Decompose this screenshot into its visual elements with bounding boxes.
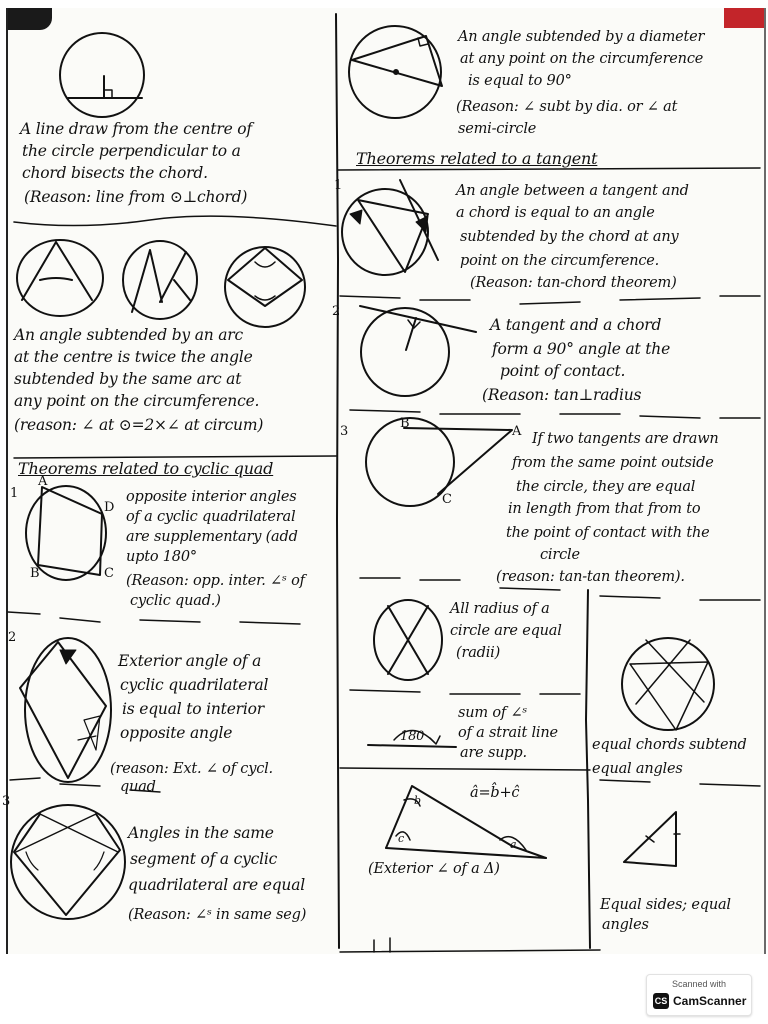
chord-bisect-reason: (Reason: line from ⊙⊥chord) (24, 188, 248, 206)
exterior-formula: â=b̂+ĉ (470, 785, 520, 801)
cyclic-2-line-4: opposite angle (120, 724, 233, 742)
cyclic-1-line-1: opposite interior angles (126, 489, 297, 505)
arc-centre-line-4: any point on the circumference. (14, 392, 260, 410)
arc-centre-reason: (reason: ∠ at ⊙=2×∠ at circum) (14, 416, 264, 434)
tangent-3-line-3: the circle, they are equal (516, 479, 696, 495)
tangent-1-line-2: a chord is equal to an angle (456, 205, 655, 221)
vertex-a: A (38, 474, 48, 489)
cyclic-1-line-3: are supplementary (add (126, 529, 298, 545)
equal-chords-line-2: equal angles (592, 761, 683, 777)
cyclic-1-reason-2: cyclic quad.) (130, 593, 221, 609)
column-divider (336, 14, 339, 948)
arc-centre-diagram-1 (17, 240, 103, 316)
chord-bisect-line-2: the circle perpendicular to a (22, 142, 241, 160)
cyclic-3-line-2: segment of a cyclic (130, 850, 278, 868)
tangent-1-reason: (Reason: tan-chord theorem) (470, 275, 677, 291)
exterior-angle-c: c (398, 832, 404, 845)
right-subdivider (586, 590, 590, 948)
tangent-3-line-4: in length from that from to (508, 501, 701, 517)
separator-left-3 (8, 612, 300, 624)
cyclic-1-line-4: upto 180° (126, 549, 197, 565)
diameter-reason-2: semi-circle (458, 121, 537, 137)
straight-line-text-2: of a strait line (458, 725, 558, 741)
cyclic-3-line-1: Angles in the same (128, 824, 274, 842)
equal-sides-line-2: angles (602, 917, 649, 933)
diameter-reason-1: (Reason: ∠ subt by dia. or ∠ at (456, 99, 678, 115)
radius-line-1: All radius of a (450, 601, 550, 617)
tangent-3-line-1: If two tangents are drawn (532, 431, 719, 447)
tangent-heading: Theorems related to a tangent (356, 149, 598, 168)
cyclic-2-line-3: is equal to interior (122, 700, 264, 718)
chord-bisect-line-1: A line draw from the centre of (20, 120, 252, 138)
camscanner-name: CamScanner (673, 994, 747, 1008)
arc-centre-diagram-3 (225, 247, 305, 327)
separator-right-5 (350, 690, 580, 694)
point-a: A (512, 424, 522, 439)
straight-line-180-label: 180 (400, 729, 425, 744)
two-tangents-diagram (366, 418, 512, 506)
camscanner-logo-icon: CS (653, 993, 669, 1009)
tangent-2-line-1: A tangent and a chord (490, 316, 662, 334)
exterior-angle-b: b (414, 794, 421, 807)
chord-bisect-line-3: chord bisects the chord. (22, 164, 208, 182)
arc-centre-line-1: An angle subtended by an arc (14, 326, 243, 344)
point-b: B (400, 416, 410, 431)
tangent-3-number: 3 (340, 424, 349, 439)
exterior-angle-a: a (510, 838, 517, 851)
tangent-1-number: 1 (334, 178, 343, 193)
tangent-3-line-2: from the same point outside (512, 455, 714, 471)
point-c: C (442, 492, 452, 507)
tangent-1-line-3: subtended by the chord at any (460, 229, 679, 245)
tangent-3-line-6: circle (540, 547, 580, 563)
same-segment-diagram (11, 805, 125, 919)
separator-right-6 (340, 768, 760, 786)
tangent-2-line-3: point of contact. (500, 362, 626, 380)
tangent-2-reason: (Reason: tan⊥radius (482, 386, 642, 404)
vertex-c: C (104, 566, 114, 581)
cyclic-3-reason: (Reason: ∠ˢ in same seg) (128, 907, 307, 923)
diameter-angle-diagram (349, 26, 442, 118)
chord-perpendicular-diagram (60, 33, 144, 117)
equal-chords-line-1: equal chords subtend (592, 737, 747, 753)
separator-right-3 (350, 410, 760, 418)
tangent-3-reason: (reason: tan-tan theorem). (496, 569, 685, 585)
cyclic-1-number: 1 (10, 486, 19, 501)
radius-line-3: (radii) (456, 645, 501, 661)
equal-chords-diagram (622, 638, 714, 730)
straight-line-text-3: are supp. (460, 745, 527, 761)
tangent-2-line-2: form a 90° angle at the (492, 340, 671, 358)
straight-line-text-1: sum of ∠ˢ (458, 705, 528, 721)
separator-right-7 (340, 950, 600, 952)
arc-centre-line-3: subtended by the same arc at (14, 370, 242, 388)
arc-centre-line-2: at the centre is twice the angle (14, 348, 253, 366)
radius-line-2: circle are equal (450, 623, 562, 639)
separator-right-1 (338, 168, 760, 170)
cyclic-2-reason-2: quad (120, 779, 156, 795)
cyclic-3-line-3: quadrilateral are equal (128, 876, 305, 894)
radii-diagram (374, 600, 442, 680)
cyclic-2-line-2: cyclic quadrilateral (120, 676, 269, 694)
diameter-line-3: is equal to 90° (468, 73, 572, 89)
scanned-with-text: Scanned with (671, 979, 727, 989)
camscanner-badge (646, 974, 752, 1016)
separator-left-1 (14, 216, 336, 226)
separator-right-2 (340, 296, 760, 304)
cyclic-1-reason-1: (Reason: opp. inter. ∠ˢ of (126, 573, 305, 589)
cyclic-2-line-1: Exterior angle of a (118, 652, 262, 670)
diameter-line-2: at any point on the circumference (460, 51, 704, 67)
tangent-chord-diagram (342, 180, 438, 275)
tangent-1-line-4: point on the circumference. (460, 253, 660, 269)
cyclic-2-reason-1: (reason: Ext. ∠ of cycl. (110, 761, 273, 777)
cyclic-3-number: 3 (2, 794, 11, 809)
separator-left-2 (14, 456, 336, 458)
cyclic-2-number: 2 (8, 630, 17, 645)
exterior-angle-diagram (386, 786, 546, 858)
isosceles-triangle-diagram (624, 812, 680, 866)
tangent-radius-diagram (360, 306, 476, 396)
arc-centre-diagram-2 (123, 241, 197, 319)
cyclic-quad-heading: Theorems related to cyclic quad (18, 459, 274, 478)
exterior-caption: (Exterior ∠ of a Δ) (368, 861, 500, 877)
tangent-2-number: 2 (332, 304, 341, 319)
diameter-line-1: An angle subtended by a diameter (458, 29, 705, 45)
vertex-d: D (104, 500, 115, 515)
cyclic-1-line-2: of a cyclic quadrilateral (126, 509, 296, 525)
tangent-3-line-5: the point of contact with the (506, 525, 710, 541)
tangent-1-line-1: An angle between a tangent and (456, 183, 689, 199)
vertex-b: B (30, 566, 40, 581)
cyclic-quad-2-diagram (20, 638, 111, 782)
equal-sides-line-1: Equal sides; equal (600, 897, 731, 913)
